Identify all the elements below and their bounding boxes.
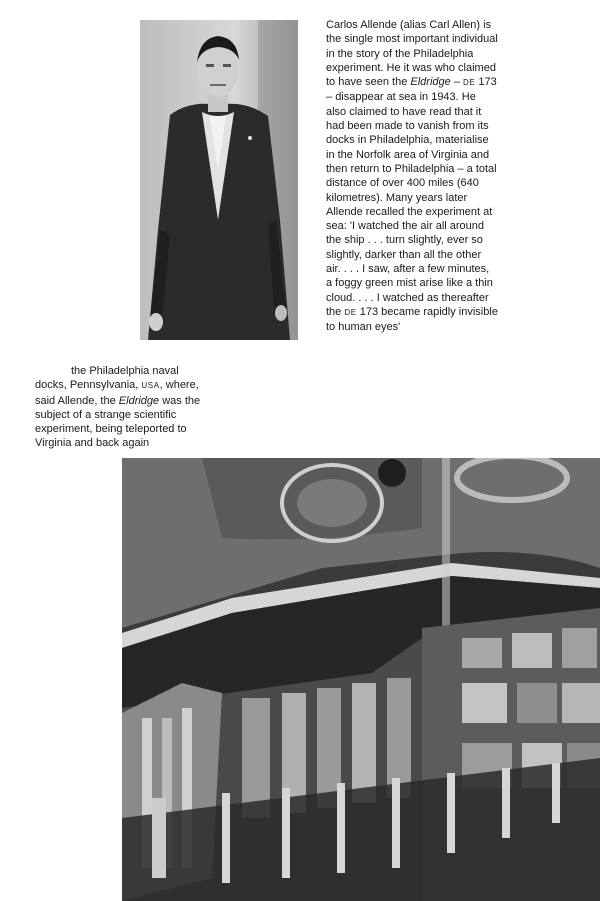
photo-caption: [35, 364, 205, 451]
caption-text-part: was the subject of a strange scientific experiment, being teleported to Virginia and back again: [35, 394, 201, 450]
hull-number: 173 –: [326, 76, 497, 104]
article-text-part: disappear at sea in 1943. He also claimed to have read that it had been made to vanish from its docks in Philadelphia, materialise in the Norfolk area of Virginia and then return to Philadelphia – a total distance of over 400 miles (640 kilometres). Many years later Allende recalled the experiment at sea: 'I watched the air all around the ship . . . turn slightly, ever so slightly, darker than all the other air. . . . I saw, after a few minutes, a foggy green mist arise like a thin cloud. . . . I watched as thereafter the: [326, 91, 497, 318]
article-text-part: Carlos Allende (alias Carl Allen) is the single most important individual in the story of the Philadelphia experiment. He it was who claimed to have seen the: [326, 19, 498, 89]
caption-text-part: the Philadelphia naval docks, Pennsylvania,: [35, 365, 179, 392]
ship-name: Eldridge: [410, 76, 451, 89]
article-text-part: 173 became rapidly invisible to human eyes': [326, 305, 498, 334]
hull-designation: DE: [344, 307, 357, 317]
country-abbrev: USA: [141, 381, 160, 391]
caption-text-part: , where, said Allende, the: [35, 379, 199, 407]
article-text: [326, 18, 498, 335]
article-text-part: –: [450, 76, 463, 89]
ship-name: Eldridge: [118, 394, 160, 407]
aerial-image: [122, 458, 600, 901]
allende-portrait-photo: [140, 20, 298, 340]
aerial-docks-photo: [122, 458, 600, 901]
hull-designation: DE: [463, 78, 476, 88]
portrait-image: [140, 20, 298, 340]
